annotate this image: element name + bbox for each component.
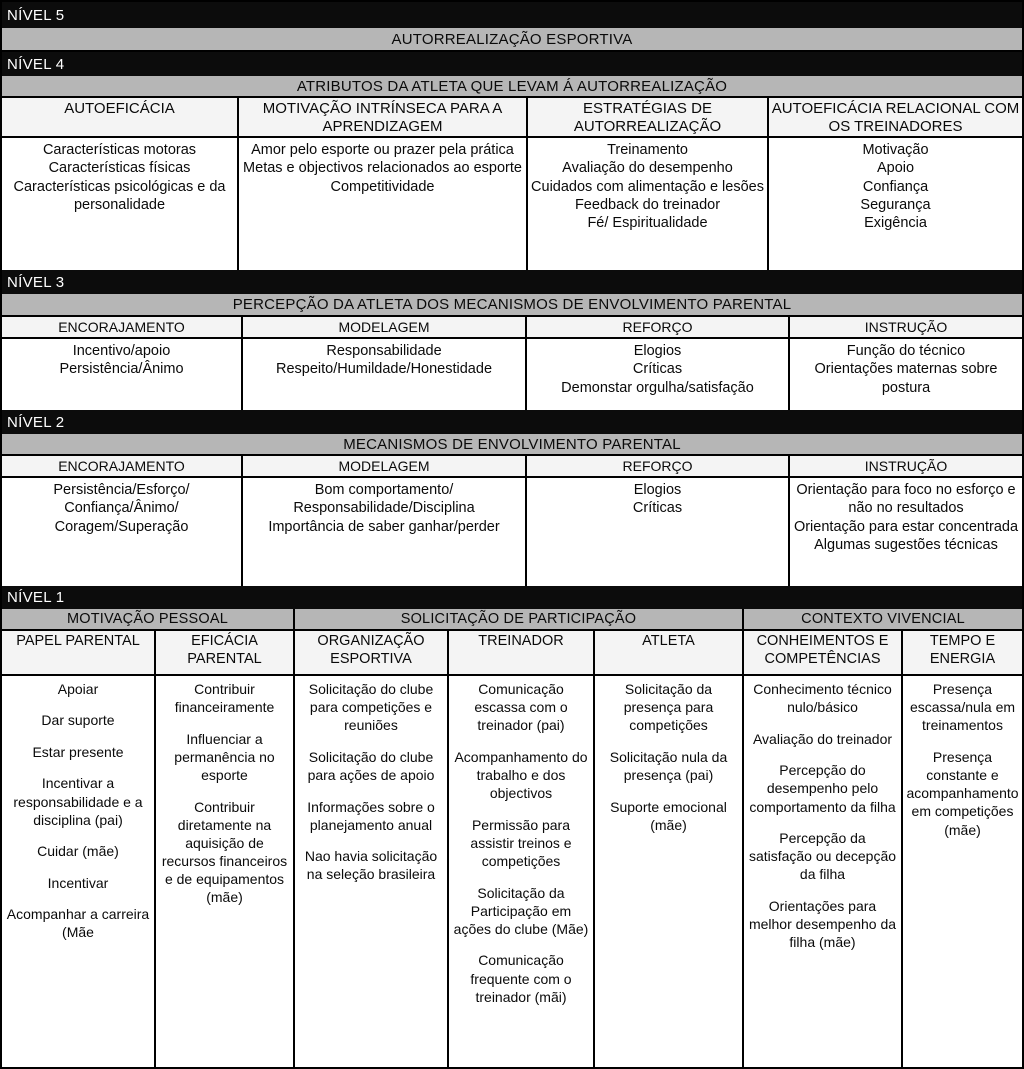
nivel1-group-3: CONTEXTO VIVENCIAL <box>744 609 1022 631</box>
nivel5-title: AUTORREALIZAÇÃO ESPORTIVA <box>391 30 633 48</box>
list-item: Responsabilidade/Disciplina <box>293 500 475 517</box>
nivel3-col-1-cell <box>2 339 241 410</box>
nivel2-col-3-header: REFORÇO <box>527 456 788 478</box>
nivel2-columns <box>2 456 1022 586</box>
nivel4-col-1-cell <box>2 138 237 270</box>
nivel1-col-2-cell <box>156 676 293 1067</box>
nivel2-col-2 <box>243 456 527 586</box>
list-item: Solicitação da Participação em ações do clube (Mãe) <box>453 884 589 937</box>
list-item: Orientações maternas sobre postura <box>814 361 998 396</box>
nivel2-title: MECANISMOS DE ENVOLVIMENTO PARENTAL <box>343 435 681 453</box>
list-item: Comunicação frequente com o treinador (mãi) <box>470 952 572 1005</box>
nivel1-col-3-cell <box>295 676 447 1067</box>
nivel4-col-2-cell <box>239 138 526 270</box>
nivel2-label: NÍVEL 2 <box>7 413 65 431</box>
nivel2-col-1 <box>2 456 243 586</box>
list-item: Críticas <box>632 361 683 378</box>
list-item: Suporte emocional (mãe) <box>610 798 727 833</box>
nivel1-col-5 <box>595 631 744 1067</box>
list-item: Solicitação do clube para ações de apoio <box>307 748 435 784</box>
nivel4-label: NÍVEL 4 <box>7 55 65 73</box>
nivel4-col-4-cell <box>769 138 1022 270</box>
list-item: Bom comportamento/ <box>314 482 454 498</box>
nivel5-band <box>2 2 1022 28</box>
nivel1-group-2: SOLICITAÇÃO DE PARTICIPAÇÃO <box>295 609 744 631</box>
nivel2-col-1-header: ENCORAJAMENTO <box>2 456 241 478</box>
nivel4-col-1-header: AUTOEFICÁCIA <box>2 98 237 138</box>
list-item: Orientação para estar concentrada <box>793 518 1019 535</box>
list-item: Elogios <box>633 482 682 498</box>
list-item: Apoio <box>876 160 915 177</box>
nivel5-title-bar <box>2 28 1022 52</box>
nivel4-col-2-header: MOTIVAÇÃO INTRÍNSECA PARA A APRENDIZAGEM <box>239 98 526 138</box>
list-item: Solicitação do clube para competições e reuniões <box>308 681 434 734</box>
nivel1-col-4-cell <box>449 676 593 1067</box>
nivel1-col-4-header: TREINADOR <box>449 631 593 676</box>
nivel4-col-4 <box>769 98 1022 270</box>
nivel1-col-7 <box>903 631 1022 1067</box>
list-item: Avaliação do treinador <box>752 730 893 747</box>
list-item: Amor pelo esporte ou prazer pela prática <box>251 142 514 158</box>
nivel1-col-3 <box>295 631 449 1067</box>
list-item: Competitividade <box>330 178 435 195</box>
list-item: Características psicológicas e da personalidade <box>13 178 226 213</box>
list-item: Feedback do treinador <box>574 196 721 213</box>
list-item: Incentivo/apoio <box>72 343 171 359</box>
list-item: Coragem/Superação <box>54 518 189 535</box>
nivel1-col-2-header: EFICÁCIA PARENTAL <box>156 631 293 676</box>
nivel3-band <box>2 270 1022 294</box>
nivel3-title: PERCEPÇÃO DA ATLETA DOS MECANISMOS DE ENVOLVIMENTO PARENTAL <box>232 296 792 313</box>
nivel3-col-4 <box>790 317 1022 410</box>
list-item: Solicitação da presença para competições <box>623 681 714 734</box>
nivel1-col-7-cell <box>903 676 1022 1067</box>
list-item: Incentivar a responsabilidade e a disciplina (pai) <box>13 775 143 828</box>
nivel4-band <box>2 52 1022 76</box>
nivel3-col-2 <box>243 317 527 410</box>
nivel3-title-bar <box>2 294 1022 317</box>
list-item: Confiança/Ânimo/ <box>64 500 179 517</box>
list-item: Importância de saber ganhar/perder <box>268 518 500 535</box>
nivel2-col-2-header: MODELAGEM <box>243 456 525 478</box>
list-item: Comunicação escassa com o treinador (pai) <box>474 681 568 734</box>
nivel1-col-6 <box>744 631 903 1067</box>
nivel1-band <box>2 586 1022 609</box>
list-item: Incentivar <box>47 874 109 891</box>
nivel2-band <box>2 410 1022 434</box>
list-item: Percepção da satisfação ou decepção da filha <box>748 830 897 883</box>
nivel4-columns <box>2 98 1022 270</box>
list-item: Motivação <box>862 142 929 158</box>
nivel3-col-1 <box>2 317 243 410</box>
list-item: Críticas <box>632 500 683 517</box>
list-item: Orientações para melhor desempenho da filha (mãe) <box>748 897 897 951</box>
list-item: Contribuir financeiramente <box>174 681 275 716</box>
nivel1-group-1: MOTIVAÇÃO PESSOAL <box>2 609 295 631</box>
nivel1-label: NÍVEL 1 <box>7 589 65 606</box>
nivel1-col-1 <box>2 631 156 1067</box>
nivel2-col-1-cell <box>2 478 241 586</box>
nivel1-group-headers <box>2 609 1022 631</box>
list-item: Exigência <box>864 215 927 232</box>
list-item: Solicitação nula da presença (pai) <box>609 748 728 784</box>
nivel1-col-7-header: TEMPO E ENERGIA <box>903 631 1022 676</box>
nivel3-col-3 <box>527 317 790 410</box>
list-item: Função do técnico <box>846 343 966 359</box>
list-item: Conhecimento técnico nulo/básico <box>753 681 892 716</box>
list-item: Confiança <box>862 178 929 195</box>
nivel3-col-4-cell <box>790 339 1022 410</box>
list-item: Fé/ Espiritualidade <box>587 215 708 232</box>
list-item: Persistência/Ânimo <box>59 361 184 378</box>
nivel1-col-2 <box>156 631 295 1067</box>
nivel3-col-2-header: MODELAGEM <box>243 317 525 339</box>
list-item: Metas e objectivos relacionados ao esporte <box>243 160 522 177</box>
list-item: Nao havia solicitação na seleção brasileira <box>304 848 438 883</box>
list-item: Demonstar orgulha/satisfação <box>561 379 754 396</box>
nivel2-col-2-cell <box>243 478 525 586</box>
nivel3-label: NÍVEL 3 <box>7 273 65 291</box>
list-item: Características físicas <box>48 160 191 177</box>
nivel1-col-6-cell <box>744 676 901 1067</box>
nivel4-col-1 <box>2 98 239 270</box>
list-item: Características motoras <box>42 142 197 158</box>
list-item: Dar suporte <box>41 712 115 729</box>
list-item: Acompanhamento do trabalho e dos objectivos <box>454 748 588 802</box>
list-item: Persistência/Esforço/ <box>53 482 190 498</box>
nivel2-title-bar <box>2 434 1022 456</box>
nivel1-col-1-header: PAPEL PARENTAL <box>2 631 154 676</box>
list-item: Elogios <box>633 343 682 359</box>
list-item: Cuidados com alimentação e lesões <box>531 178 764 195</box>
nivel1-col-5-header: ATLETA <box>595 631 742 676</box>
list-item: Presença escassa/nula em treinamentos <box>909 681 1016 734</box>
list-item: Apoiar <box>57 681 99 697</box>
nivel1-columns <box>2 631 1022 1067</box>
list-item: Algumas sugestões técnicas <box>814 536 998 553</box>
nivel4-title: ATRIBUTOS DA ATLETA QUE LEVAM Á AUTORREALIZAÇÃO <box>296 77 728 95</box>
nivel4-col-2 <box>239 98 528 270</box>
nivel3-columns <box>2 317 1022 410</box>
nivel1-col-6-header: CONHEIMENTOS E COMPETÊNCIAS <box>744 631 901 676</box>
list-item: Contribuir diretamente na aquisição de recursos financeiros e de equipamentos (mãe) <box>161 798 288 906</box>
nivel4-col-4-header: AUTOEFICÁCIA RELACIONAL COM OS TREINADORES <box>769 98 1022 138</box>
list-item: Respeito/Humildade/Honestidade <box>275 361 493 378</box>
list-item: Segurança <box>860 196 931 213</box>
list-item: Treinamento <box>607 142 688 158</box>
nivel1-col-5-cell <box>595 676 742 1067</box>
nivel2-col-4-header: INSTRUÇÃO <box>790 456 1022 478</box>
nivel1-col-3-header: ORGANIZAÇÃO ESPORTIVA <box>295 631 447 676</box>
list-item: Orientação para foco no esforço e não no resultados <box>796 482 1016 517</box>
list-item: Percepção do desempenho pelo comportamento da filha <box>749 762 896 815</box>
list-item: Acompanhar a carreira (Mãe <box>6 906 150 941</box>
nivel2-col-4 <box>790 456 1022 586</box>
nivel4-col-3 <box>528 98 769 270</box>
list-item: Informações sobre o planejamento anual <box>307 798 435 833</box>
nivel2-col-3-cell <box>527 478 788 586</box>
nivel3-col-3-cell <box>527 339 788 410</box>
nivel3-col-3-header: REFORÇO <box>527 317 788 339</box>
list-item: Presença constante e acompanhamento em competições (mãe) <box>906 748 1019 838</box>
list-item: Cuidar (mãe) <box>37 843 119 860</box>
nivel4-col-3-cell <box>528 138 767 270</box>
list-item: Responsabilidade <box>326 343 442 359</box>
nivel4-title-bar <box>2 76 1022 98</box>
nivel3-col-4-header: INSTRUÇÃO <box>790 317 1022 339</box>
nivel2-col-4-cell <box>790 478 1022 586</box>
nivel3-col-1-header: ENCORAJAMENTO <box>2 317 241 339</box>
nivel1-col-4 <box>449 631 595 1067</box>
list-item: Estar presente <box>32 743 124 760</box>
nivel4-col-3-header: ESTRATÉGIAS DE AUTORREALIZAÇÃO <box>528 98 767 138</box>
nivel3-col-2-cell <box>243 339 525 410</box>
nivel2-col-3 <box>527 456 790 586</box>
nivel5-label: NÍVEL 5 <box>7 6 65 24</box>
nivel1-col-1-cell <box>2 676 154 1067</box>
list-item: Influenciar a permanência no esporte <box>174 730 275 784</box>
list-item: Avaliação do desempenho <box>562 160 733 177</box>
list-item: Permissão para assistir treinos e competições <box>470 816 572 870</box>
